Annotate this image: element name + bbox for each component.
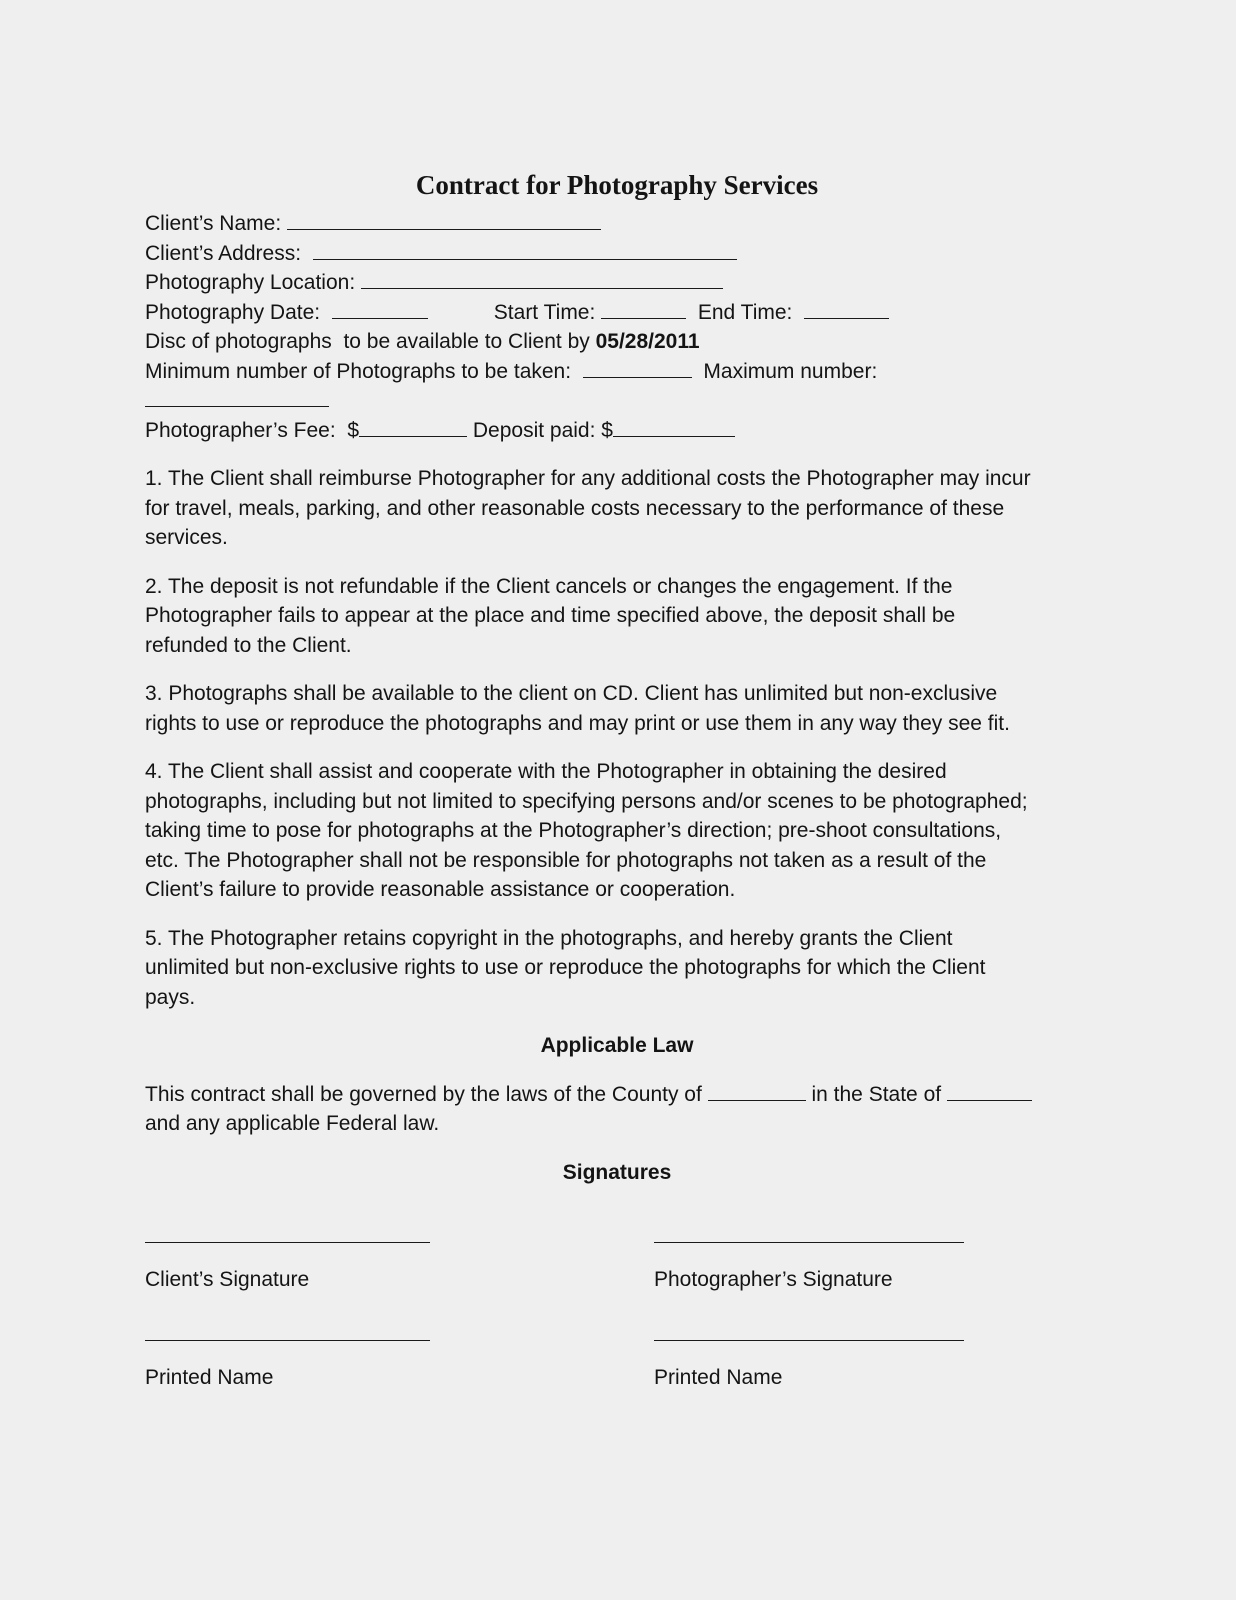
- client-name-label: Client’s Name:: [145, 212, 282, 235]
- client-signature-column: [145, 1200, 430, 1400]
- county-blank: [708, 1081, 806, 1101]
- signatures-heading: Signatures: [562, 1160, 672, 1184]
- clause-1: 1. The Client shall reimburse Photographer for any additional costs the Photographer may incur for travel, meals, parking, and other reasonable costs necessary to the performance of these services.: [145, 467, 1031, 549]
- max-count-continuation-row: [145, 386, 1095, 416]
- fee-blank: [359, 417, 467, 437]
- law-text-part3: and any applicable Federal law.: [145, 1112, 440, 1135]
- max-count-blank: [145, 387, 329, 407]
- clause-2: 2. The deposit is not refundable if the Client cancels or changes the engagement. If the Photographer fails to appear at the place and time specified above, the deposit shall be refunded to the Client.: [145, 574, 956, 657]
- deposit-label: Deposit paid: $: [472, 418, 613, 442]
- client-printed-name-line[interactable]: [145, 1340, 430, 1341]
- photographer-signature-line[interactable]: [654, 1242, 964, 1243]
- start-time-blank: [601, 299, 686, 319]
- client-name-row: [145, 209, 1095, 239]
- law-text-part2: in the State of: [805, 1082, 947, 1106]
- applicable-law-heading: Applicable Law: [540, 1034, 694, 1057]
- client-signature-label: Client’s Signature: [145, 1268, 310, 1291]
- fee-row: [145, 416, 1095, 446]
- client-address-blank: [313, 240, 737, 260]
- disc-row: [145, 327, 1095, 357]
- disc-date: 05/28/2011: [595, 330, 700, 353]
- disc-label: Disc of photographs to be available to Client by: [145, 330, 590, 353]
- location-row: [145, 268, 1095, 298]
- photographer-signature-label: Photographer’s Signature: [654, 1268, 893, 1291]
- client-address-row: [145, 239, 1095, 269]
- photographer-signature-column: [654, 1200, 964, 1400]
- date-time-row: [145, 298, 1095, 328]
- photo-count-row: [145, 357, 1095, 387]
- end-time-blank: [804, 299, 889, 319]
- max-count-label: Maximum number:: [703, 359, 878, 383]
- min-count-blank: [583, 358, 692, 378]
- clause-3: 3. Photographs shall be available to the client on CD. Client has unlimited but non-exclusive rights to use or reproduce the photographs and may print or use them in any way they see fit.: [145, 682, 1010, 735]
- signature-section: [145, 1200, 1095, 1400]
- end-time-label: End Time:: [697, 300, 793, 324]
- fee-label: Photographer’s Fee: $: [145, 418, 360, 442]
- law-text-part1: This contract shall be governed by the laws of the County of: [145, 1082, 708, 1106]
- location-label: Photography Location:: [145, 271, 356, 294]
- date-blank: [332, 299, 428, 319]
- client-name-blank: [287, 210, 601, 230]
- start-time-label: Start Time:: [493, 300, 596, 324]
- location-blank: [361, 269, 723, 289]
- photographer-printed-name-line[interactable]: [654, 1340, 964, 1341]
- min-count-label: Minimum number of Photographs to be taken:: [145, 359, 572, 383]
- clause-4: 4. The Client shall assist and cooperate with the Photographer in obtaining the desired photographs, including but not limited to specifying persons and/or scenes to be photographed; taking time to pose for photographs at the Photographer’s direction; pre-shoot consultations, etc. The Photographer shall not be responsible for photographs not taken as a result of the Client’s failure to provide reasonable assistance or cooperation.: [145, 760, 1028, 901]
- deposit-blank: [613, 417, 735, 437]
- date-label: Photography Date:: [145, 300, 321, 324]
- client-printed-name-label: Printed Name: [145, 1366, 274, 1389]
- photographer-printed-name-label: Printed Name: [654, 1366, 783, 1389]
- clause-5: 5. The Photographer retains copyright in the photographs, and hereby grants the Client unlimited but non-exclusive rights to use or reproduce the photographs for which the Client pays.: [145, 926, 986, 1009]
- client-address-label: Client’s Address:: [145, 241, 302, 265]
- client-signature-line[interactable]: [145, 1242, 430, 1243]
- state-blank: [947, 1081, 1032, 1101]
- applicable-law-text: [145, 1080, 1095, 1139]
- document-title: Contract for Photography Services: [415, 170, 819, 200]
- contract-document: [145, 168, 1095, 1206]
